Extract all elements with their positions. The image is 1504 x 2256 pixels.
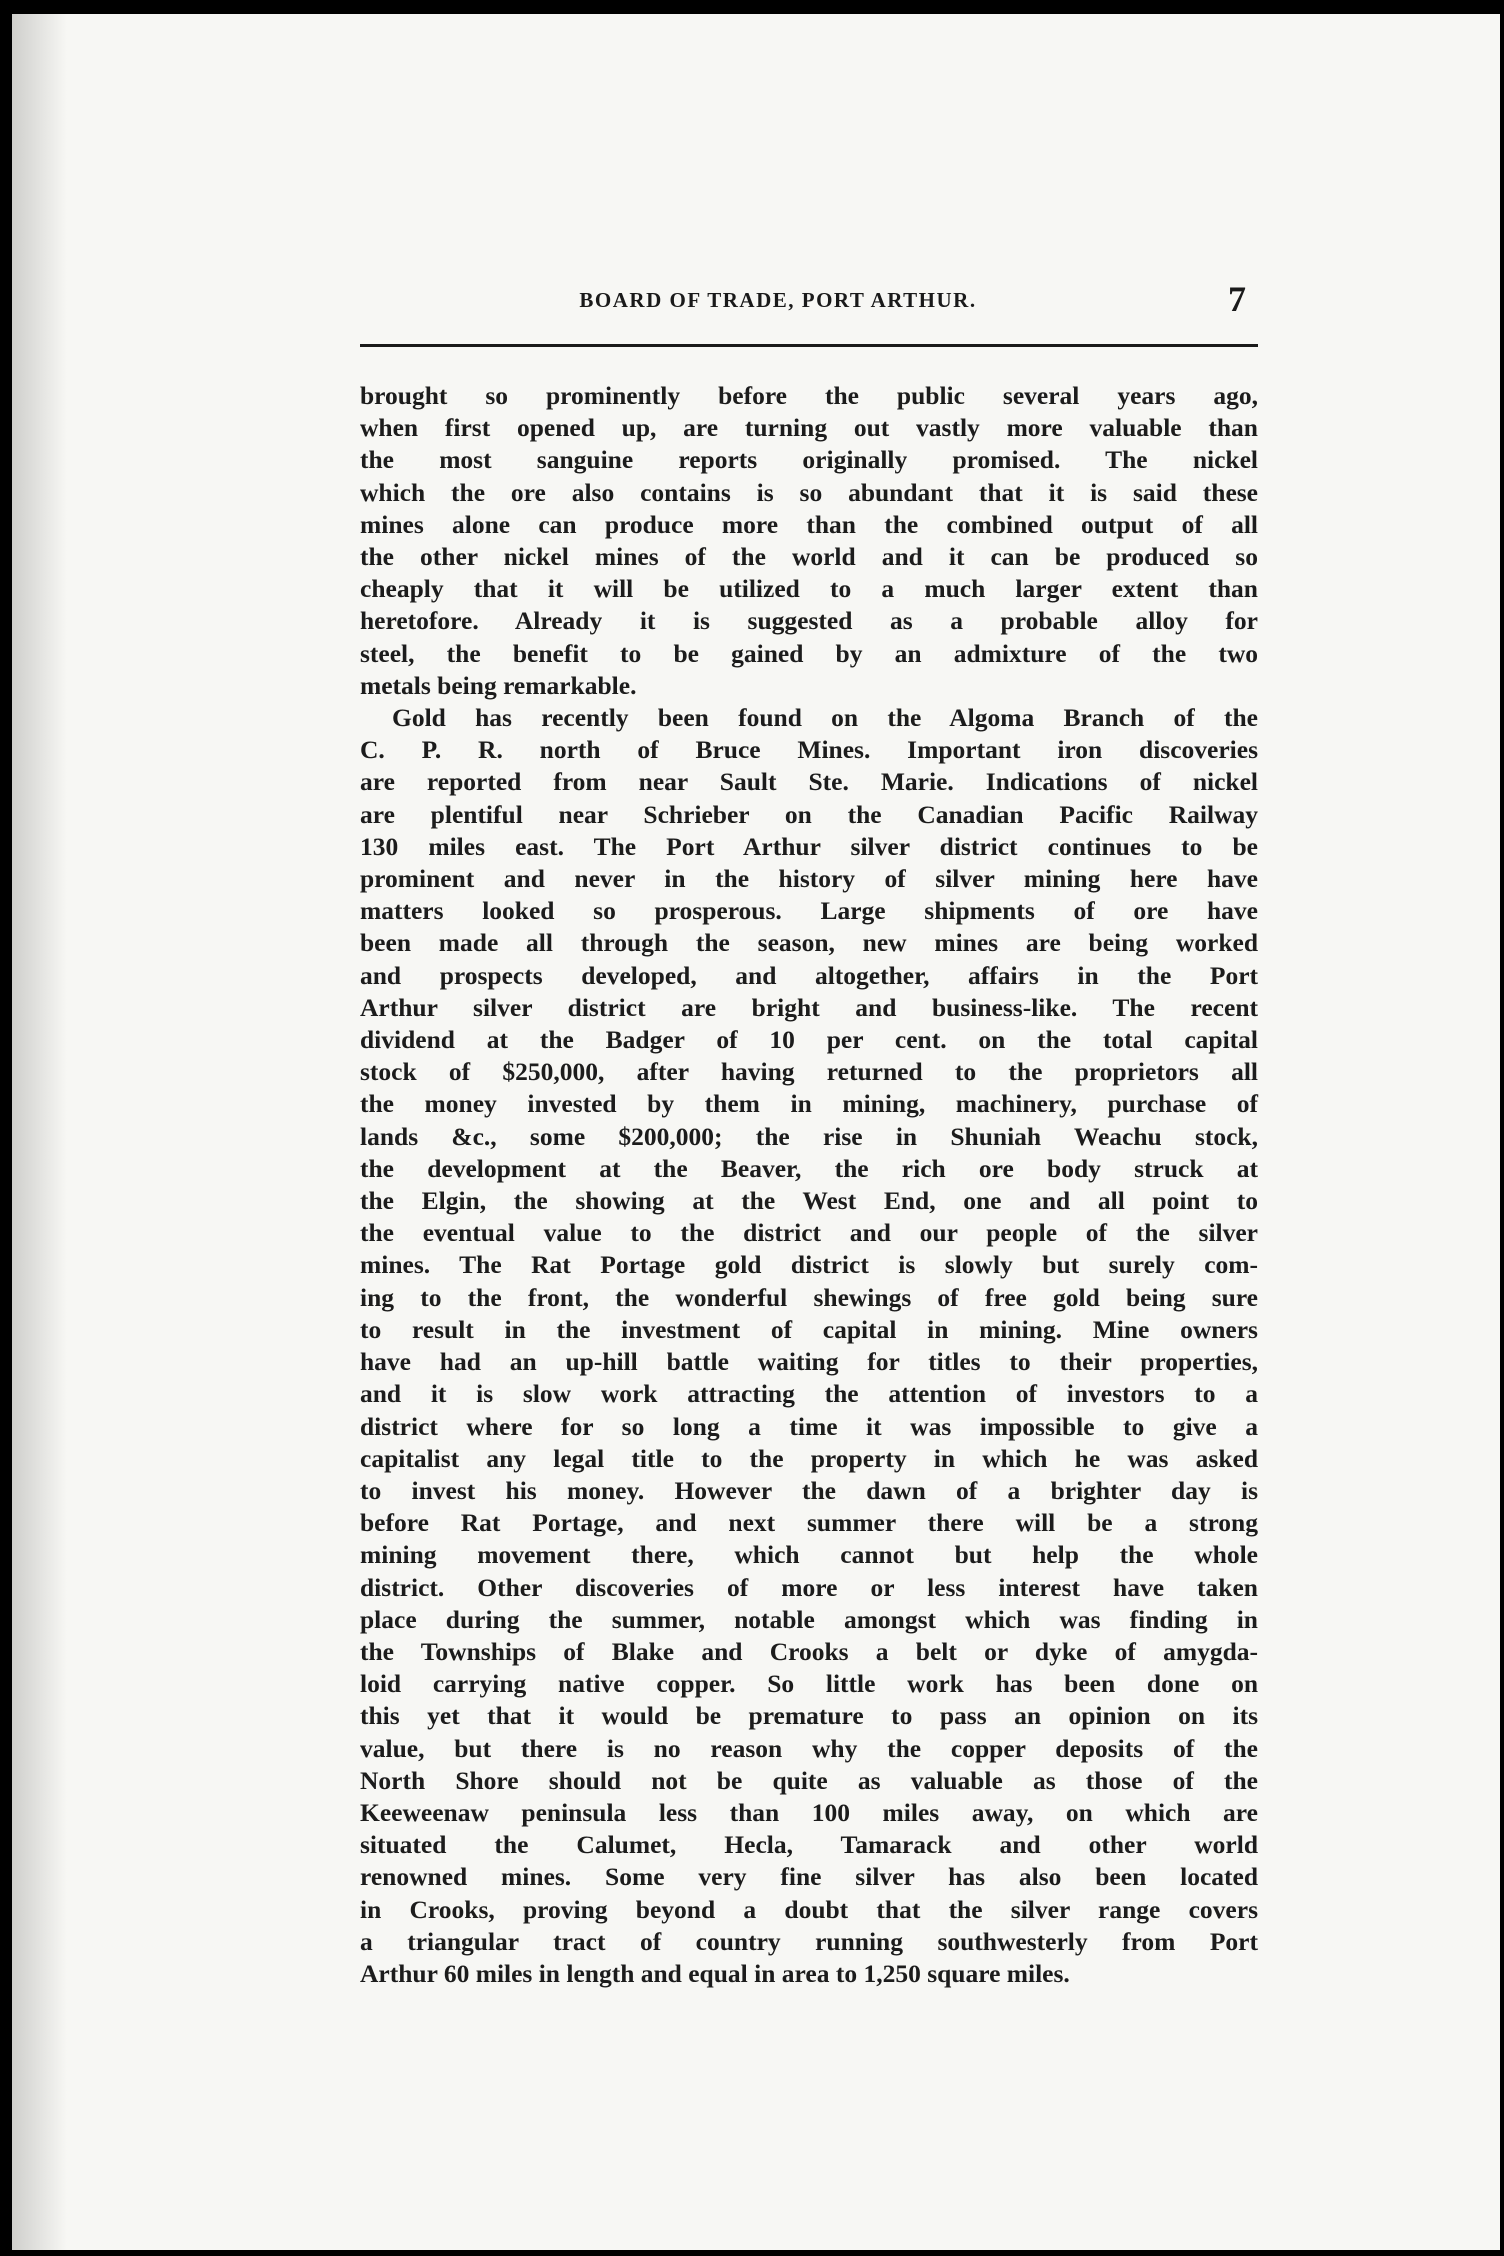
text-line: Arthur 60 miles in length and equal in area to 1,250 square miles. <box>360 1958 1070 1988</box>
text-line: the Townships of Blake and Crooks a belt or dyke of amygda- <box>360 1636 1258 1666</box>
text-line: district where for so long a time it was impossible to give a <box>360 1411 1258 1441</box>
header-rule <box>360 344 1258 347</box>
text-line: the development at the Beaver, the rich ore body struck at <box>360 1153 1258 1183</box>
text-line: metals being remarkable. <box>360 670 637 700</box>
text-line: the eventual value to the district and our people of the silver <box>360 1218 1258 1248</box>
text-line: mines. The Rat Portage gold district is slowly but surely com- <box>360 1250 1258 1280</box>
text-line: brought so prominently before the public several years ago, <box>360 381 1258 410</box>
text-line: North Shore should not be quite as valuable as those of the <box>360 1765 1258 1795</box>
text-line: Arthur silver district are bright and business-like. The recent <box>360 992 1258 1022</box>
text-line: renowned mines. Some very fine silver has also been located <box>360 1862 1258 1892</box>
running-head: BOARD OF TRADE, PORT ARTHUR. <box>579 288 977 312</box>
text-line: capitalist any legal title to the property in which he was asked <box>360 1443 1258 1473</box>
text-line: Keeweenaw peninsula less than 100 miles away, on which are <box>360 1797 1258 1827</box>
text-line: have had an up-hill battle waiting for titles to their properties, <box>360 1347 1258 1377</box>
text-line: ing to the front, the wonderful shewings of free gold being sure <box>360 1282 1258 1312</box>
text-line: dividend at the Badger of 10 per cent. on the total capital <box>360 1025 1258 1055</box>
document-page <box>12 14 1500 2250</box>
text-line: matters looked so prosperous. Large shipments of ore have <box>360 896 1258 926</box>
text-line: prominent and never in the history of silver mining here have <box>360 864 1258 894</box>
text-line: in Crooks, proving beyond a doubt that the silver range covers <box>360 1894 1258 1924</box>
text-line: the most sanguine reports originally promised. The nickel <box>360 445 1258 475</box>
text-line: are reported from near Sault Ste. Marie. Indications of nickel <box>360 767 1258 797</box>
text-line: value, but there is no reason why the copper deposits of the <box>360 1733 1258 1763</box>
text-line: C. P. R. north of Bruce Mines. Important iron discoveries <box>360 735 1258 765</box>
text-line: before Rat Portage, and next summer there will be a strong <box>360 1508 1258 1538</box>
text-line: stock of $250,000, after having returned to the proprietors all <box>360 1057 1258 1087</box>
text-line: and prospects developed, and altogether, affairs in the Port <box>360 960 1258 990</box>
page-number: 7 <box>1228 279 1246 319</box>
text-line: a triangular tract of country running southwesterly from Port <box>360 1926 1258 1956</box>
body-text <box>360 380 1258 1990</box>
text-line: when first opened up, are turning out vastly more valuable than <box>360 413 1258 443</box>
text-line: situated the Calumet, Hecla, Tamarack and other world <box>360 1830 1258 1860</box>
text-line: district. Other discoveries of more or less interest have taken <box>360 1572 1258 1602</box>
text-line: mining movement there, which cannot but help the whole <box>360 1540 1258 1570</box>
text-line: to invest his money. However the dawn of a brighter day is <box>360 1475 1258 1505</box>
text-line: steel, the benefit to be gained by an admixture of the two <box>360 638 1258 668</box>
text-line: lands &c., some $200,000; the rise in Shuniah Weachu stock, <box>360 1121 1258 1151</box>
text-line: cheaply that it will be utilized to a much larger extent than <box>360 574 1258 604</box>
text-line: heretofore. Already it is suggested as a probable alloy for <box>360 606 1258 636</box>
text-line: loid carrying native copper. So little work has been done on <box>360 1669 1258 1699</box>
text-line: the other nickel mines of the world and it can be produced so <box>360 542 1258 572</box>
text-line: the Elgin, the showing at the West End, one and all point to <box>360 1186 1258 1216</box>
text-line: which the ore also contains is so abundant that it is said these <box>360 477 1258 507</box>
text-line: been made all through the season, new mines are being worked <box>360 928 1258 958</box>
text-line: and it is slow work attracting the attention of investors to a <box>360 1379 1258 1409</box>
text-line: place during the summer, notable amongst which was finding in <box>360 1604 1258 1634</box>
text-line: Gold has recently been found on the Algoma Branch of the <box>392 703 1258 733</box>
text-line: mines alone can produce more than the combined output of all <box>360 509 1258 539</box>
text-line: are plentiful near Schrieber on the Canadian Pacific Railway <box>360 799 1258 829</box>
text-line: the money invested by them in mining, machinery, purchase of <box>360 1089 1258 1119</box>
text-line: to result in the investment of capital in mining. Mine owners <box>360 1314 1258 1344</box>
page-header <box>360 279 1256 322</box>
text-line: this yet that it would be premature to pass an opinion on its <box>360 1701 1258 1731</box>
text-line: 130 miles east. The Port Arthur silver district continues to be <box>360 831 1258 861</box>
